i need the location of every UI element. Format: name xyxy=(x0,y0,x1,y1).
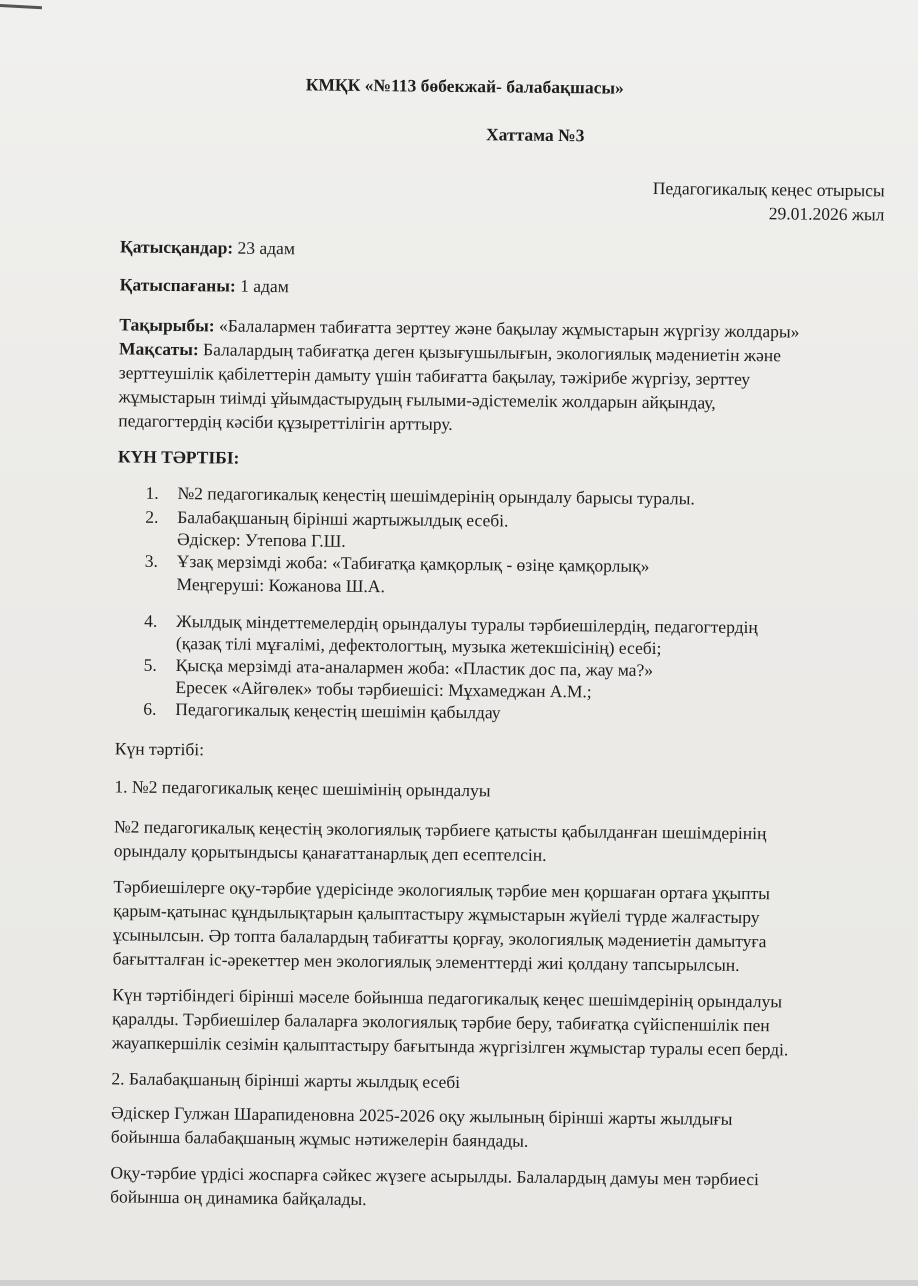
absent-value: 1 адам xyxy=(240,275,289,297)
document-title: Хаттама №3 xyxy=(486,124,585,146)
agenda-item-number: 6. xyxy=(143,698,157,719)
agenda-item-text: Ұзақ мерзімді жоба: «Табиғатқа қамқорлық - өзіңе қамқорлық» xyxy=(176,551,650,576)
agenda-item-number: 1. xyxy=(145,482,159,503)
agenda-item-text: Балабақшаның бірінші жартыжылдық есебі. xyxy=(177,507,509,531)
agenda-item-number: 2. xyxy=(145,506,159,527)
goal-label: Мақсаты: xyxy=(118,338,199,360)
goal-text-1: Балалардың табиғатқа деген қызығушылығын, экологиялық мәдениетін және xyxy=(203,339,782,366)
section-1-title: 1. №2 педагогикалық кеңес шешімінің орындалуы xyxy=(114,776,491,801)
paragraph-3-line-1: Күн тәртібіндегі бірінші мәселе бойынша педагогикалық кеңес шешімдерінің орындалуы xyxy=(112,984,783,1012)
paragraph-2-line-1: Тәрбиешілерге оқу-тәрбие үдерісінде экологиялық тәрбие мен қоршаған ортаға ұқыпты xyxy=(113,876,771,904)
agenda-item-2-line-2: Әдіскер: Утепова Г.Ш. xyxy=(176,529,346,551)
agenda-item-text: Жылдық міндеттемелердің орындалуы туралы тәрбиешілердің, педагогтердің xyxy=(176,611,758,638)
paragraph-4-line-2: бойынша балабақшаның жұмыс нәтижелерін баяндады. xyxy=(110,1126,529,1151)
goal-line-2: зерттеушілік қабілеттерін дамыту үшін табиғатта бақылау, тәжірибе жүргізу, зерттеу xyxy=(118,362,751,390)
present-value: 23 адам xyxy=(237,237,296,259)
organization-title: КМҚК «№113 бөбекжай- балабақшасы» xyxy=(305,74,624,98)
section-2-title: 2. Балабақшаның бірінші жарты жылдық есебі xyxy=(111,1068,461,1093)
topic-text: «Балалармен табиғатта зерттеу және бақылау жұмыстарын жүргізу жолдары» xyxy=(218,315,800,342)
agenda-item-text: Педагогикалық кеңестің шешімін қабылдау xyxy=(175,699,501,723)
agenda-item-4-line-2: (қазақ тілі мұғалімі, дефектологтың, музыка жетекшісінің) есебі; xyxy=(175,633,662,659)
paragraph-1-line-2: орындалу қорытындысы қанағаттанарлық деп есептелсін. xyxy=(113,840,547,865)
goal-line-4: педагогтердің кәсіби құзыреттілігін арттыру. xyxy=(118,410,453,434)
present-label: Қатысқандар: xyxy=(119,236,234,258)
agenda-item-text: Қысқа мерзімді ата-аналармен жоба: «Пластик дос па, жау ма?» xyxy=(175,655,654,681)
agenda-heading: КҮН ТӘРТІБІ: xyxy=(117,446,240,468)
meeting-date: 29.01.2026 жыл xyxy=(768,203,885,225)
topic-label: Тақырыбы: xyxy=(119,314,215,336)
goal-line-3: жұмыстарын тиімді ұйымдастырудың ғылыми-әдістемелік жолдарын айқындау, xyxy=(118,386,716,413)
agenda-item-number: 3. xyxy=(144,550,159,571)
paragraph-3-line-3: жауапкершілік сезімін қалыптастыру бағытында жүргізілген жұмыстар туралы есеп берді. xyxy=(111,1032,789,1060)
paragraph-5-line-1: Оқу-тәрбие үрдісі жоспарға сәйкес жүзеге асырылды. Балалардың дамуы мен тәрбиесі xyxy=(110,1162,760,1190)
meeting-type: Педагогикалық кеңес отырысы xyxy=(652,177,885,201)
agenda-item-text: №2 педагогикалық кеңестің шешімдерінің орындалу барысы туралы. xyxy=(177,483,695,509)
attendance-present xyxy=(120,234,295,260)
absent-label: Қатыспағаны: xyxy=(119,274,236,296)
agenda-item-6 xyxy=(143,697,501,725)
agenda-item-3-line-2: Меңгеруші: Кожанова Ш.А. xyxy=(176,574,385,597)
paragraph-3-line-2: қаралды. Тәрбиешілер балаларға экологиялық тәрбие беру, табиғатқа сүйіспеншілік пен xyxy=(111,1008,770,1036)
attendance-absent xyxy=(120,272,289,298)
paragraph-2-line-2: қарым-қатынас құндылықтарын қалыптастыру жұмыстарын жүйелі түрде жалғастыру xyxy=(113,900,760,928)
paragraph-1-line-1: №2 педагогикалық кеңестің экологиялық тәрбиеге қатысты қабылданған шешімдерінің xyxy=(113,816,767,844)
paragraph-2-line-4: бағытталған іс-әрекеттер мен экологиялық элементтерді жиі қолдану тапсырылсын. xyxy=(112,948,740,975)
agenda-item-number: 5. xyxy=(143,654,157,675)
paragraph-5-line-2: бойынша оң динамика байқалады. xyxy=(110,1186,367,1210)
agenda-label: Күн тәртібі: xyxy=(114,738,205,760)
agenda-item-number: 4. xyxy=(144,610,158,631)
agenda-item-5-line-2: Ересек «Айгөлек» тобы тәрбиешісі: Мұхамеджан А.М.; xyxy=(175,677,592,702)
paragraph-4-line-1: Әдіскер Гулжан Шарапиденовна 2025-2026 оқу жылының бірінші жарты жылдығы xyxy=(110,1102,733,1129)
paragraph-2-line-3: ұсынылсын. Әр топта балалардың табиғатты қорғау, экологиялық мәдениетін дамытуға xyxy=(112,924,767,952)
